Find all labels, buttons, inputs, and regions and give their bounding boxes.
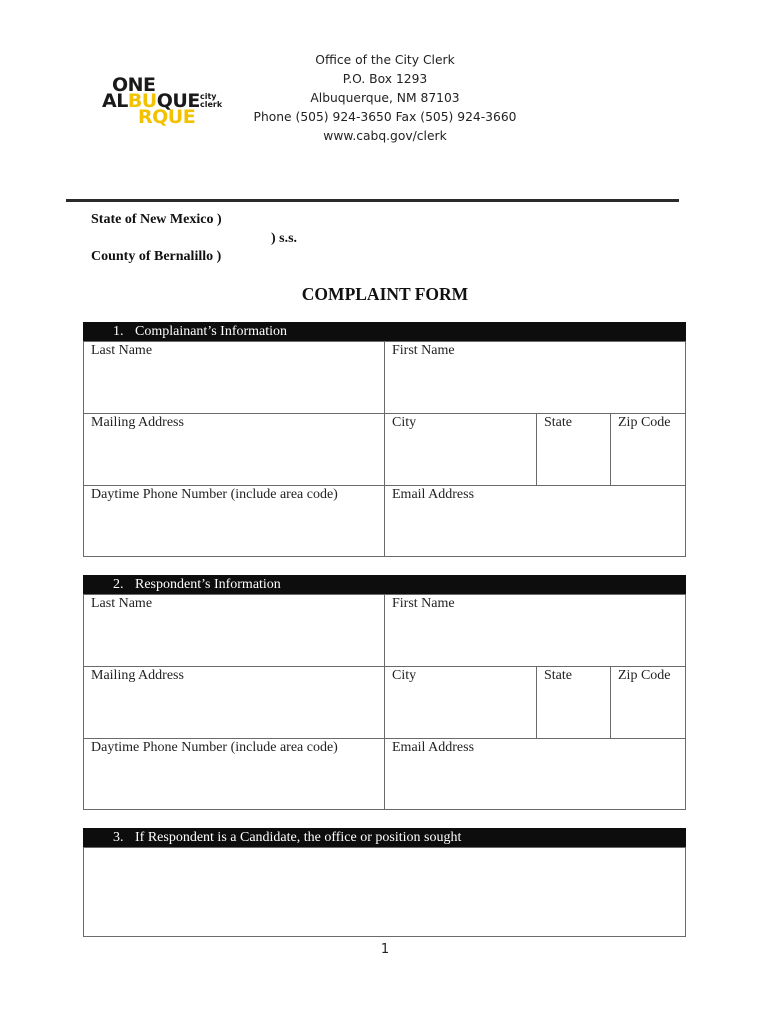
respondent-city-field[interactable]: City [392,668,417,683]
complainant-last-name-field[interactable]: Last Name [91,343,153,358]
respondent-section-header [83,575,686,594]
complainant-section-header [83,322,686,341]
respondent-state-field[interactable]: State [544,668,572,683]
logo-word-rque: RQUE [138,106,196,128]
respondent-email-field[interactable]: Email Address [392,740,475,755]
office-website: www.cabq.gov/clerk [323,129,447,143]
po-box: P.O. Box 1293 [342,72,428,86]
header-divider [66,199,679,202]
respondent-first-name-field[interactable]: First Name [392,596,455,611]
respondent-last-name-field[interactable]: Last Name [91,596,153,611]
complainant-city-field[interactable]: City [392,415,417,430]
section-number: 1. [113,324,124,339]
section-number: 3. [113,830,124,845]
venue-state: State of New Mexico ) [91,212,222,227]
complainant-first-name-field[interactable]: First Name [392,343,455,358]
candidate-office-section-header [83,828,686,847]
complainant-email-field[interactable]: Email Address [392,487,475,502]
office-name: Office of the City Clerk [315,53,455,67]
section-title: Complainant’s Information [135,324,288,339]
respondent-fields-grid [83,594,686,810]
complainant-mailing-address-field[interactable]: Mailing Address [91,415,184,430]
respondent-zip-field[interactable]: Zip Code [618,668,671,683]
office-address-block [230,51,540,146]
form-title: COMPLAINT FORM [301,284,469,304]
complainant-fields-grid [83,341,686,557]
section-title: Respondent’s Information [135,577,281,592]
respondent-section [83,575,686,811]
complainant-phone-field[interactable]: Daytime Phone Number (include area code) [91,487,338,502]
page-number: 1 [380,942,390,957]
venue-county: County of Bernalillo ) [91,249,222,264]
office-phone-fax: Phone (505) 924-3650 Fax (505) 924-3660 [253,110,517,124]
respondent-phone-field[interactable]: Daytime Phone Number (include area code) [91,740,338,755]
section-title: If Respondent is a Candidate, the office or position sought [135,830,462,845]
logo-word-albu: ALBUQUE [102,90,200,112]
office-city: Albuquerque, NM 87103 [310,91,460,105]
venue-ss: ) s.s. [271,231,298,246]
respondent-mailing-address-field[interactable]: Mailing Address [91,668,184,683]
complainant-state-field[interactable]: State [544,415,572,430]
complainant-zip-field[interactable]: Zip Code [618,415,671,430]
complainant-section [83,322,686,558]
one-albuquerque-city-clerk-logo [102,76,222,128]
section-number: 2. [113,577,124,592]
logo-word-one: ONE [112,74,156,96]
candidate-office-field[interactable] [83,847,686,937]
candidate-office-section [83,828,686,938]
logo-city-clerk-tag: city clerk [200,92,223,109]
